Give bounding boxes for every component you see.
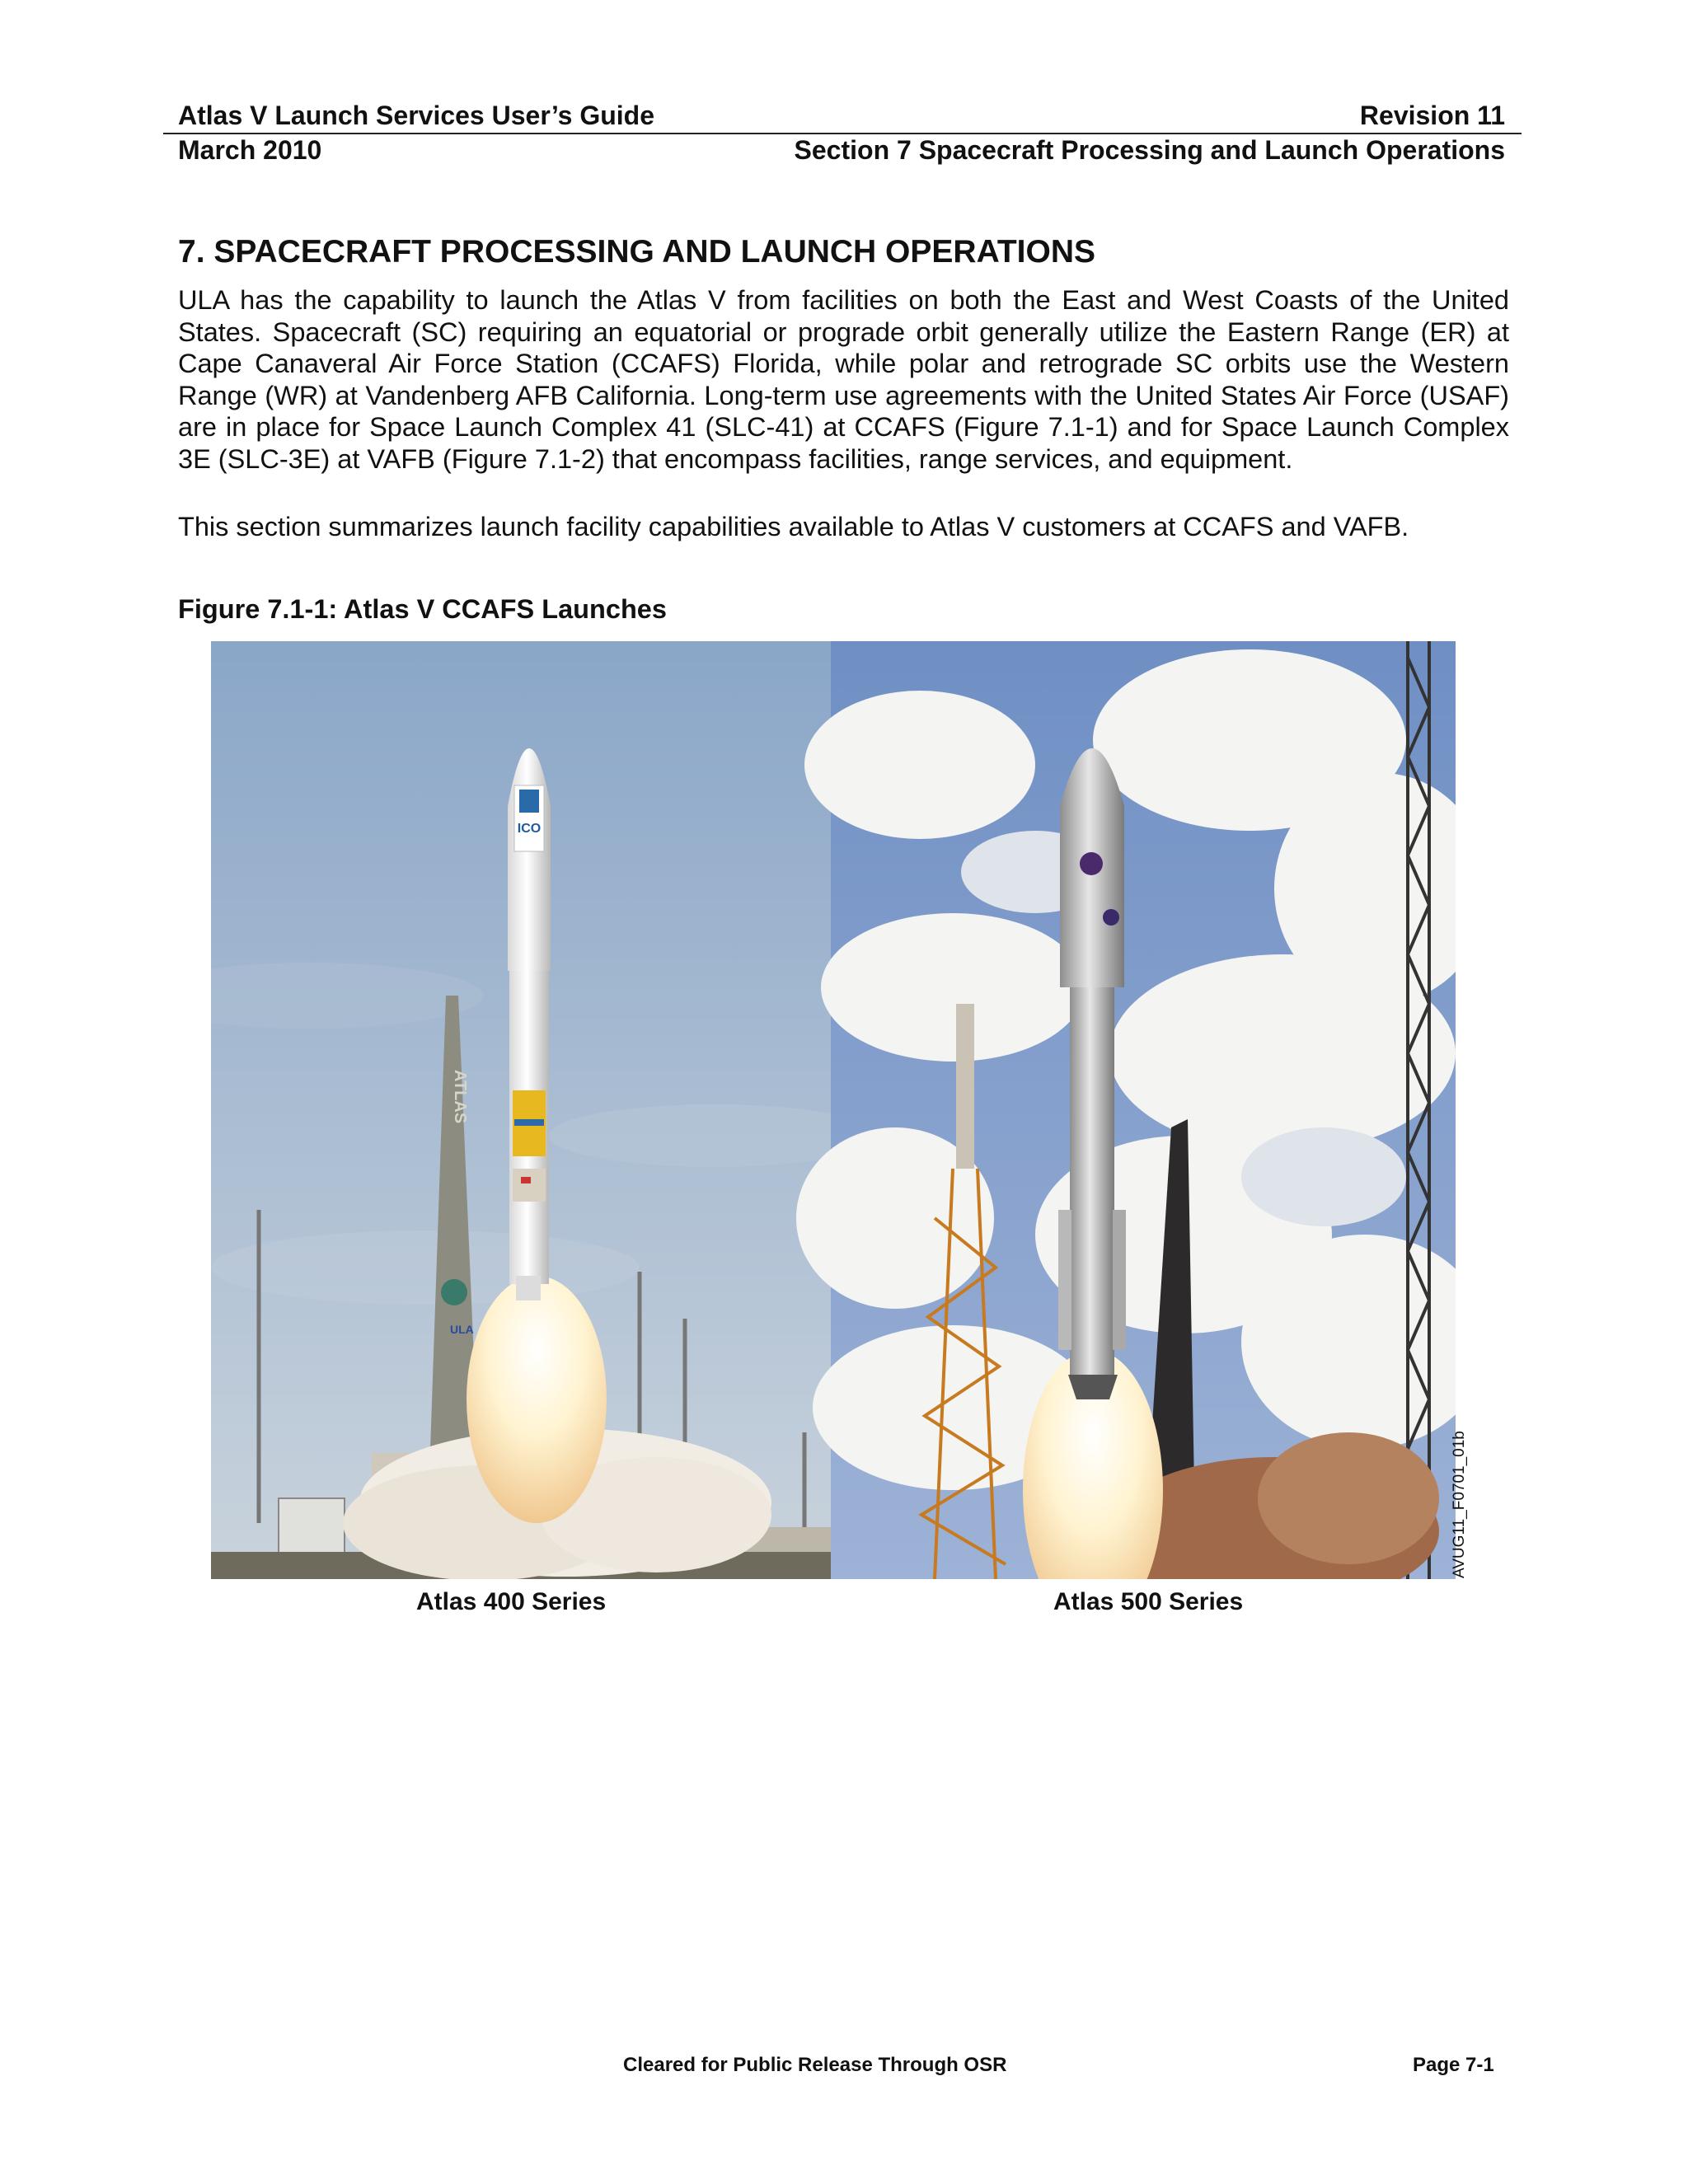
- launch-photos: [211, 641, 1456, 1579]
- summary-paragraph: This section summarizes launch facility capabilities available to Atlas V customers at CCAFS and VAFB.: [178, 512, 1409, 541]
- doc-date: March 2010: [178, 135, 322, 165]
- section-name: Section 7 Spacecraft Processing and Launch Operations: [794, 135, 1505, 165]
- release-notice: Cleared for Public Release Through OSR: [623, 2054, 1007, 2076]
- atlas-500-label: Atlas 500 Series: [1053, 1588, 1244, 1615]
- atlas-400-photo: [211, 641, 879, 1579]
- figure-caption: Figure 7.1-1: Atlas V CCAFS Launches: [178, 594, 667, 624]
- section-title: 7. SPACECRAFT PROCESSING AND LAUNCH OPERATIONS: [178, 234, 1096, 269]
- atlas-500-photo: [796, 641, 1456, 1579]
- ula-tower-text: ULA: [450, 1323, 474, 1336]
- mission-logo-1: [1080, 852, 1103, 875]
- intro-paragraph: ULA has the capability to launch the Atlas V from facilities on both the East and West Coasts of the United States. Spacecraft (SC) requiring an equatorial or prograde orbit generally utilize the Eastern Range (ER) at Cape Canaveral Air Force Station (CCAFS) Florida, while polar and retrograde SC orbits use the Western Range (WR) at Vandenberg AFB California. Long-term use agreements with the United States Air Force (USAF) are in place for Space Launch Complex 41 (SLC-41) at CCAFS (Figure 7.1-1) and for Space Launch Complex 3E (SLC-3E) at VAFB (Figure 7.1-2) that encompass facilities, range services, and equipment.: [178, 285, 1509, 474]
- atlas-400-label: Atlas 400 Series: [416, 1588, 607, 1615]
- doc-title: Atlas V Launch Services User’s Guide: [178, 101, 655, 130]
- photo-id-label: AVUG11_F0701_01b: [1451, 1431, 1468, 1578]
- atlas-400-rocket: [508, 748, 551, 1301]
- header-rule: [163, 133, 1522, 134]
- ico-logo: ICO: [517, 822, 542, 836]
- revision: Revision 11: [1359, 101, 1505, 130]
- tower-emblem: [441, 1279, 467, 1305]
- mission-logo-2: [1103, 909, 1119, 926]
- page-number: Page 7-1: [1413, 2054, 1494, 2076]
- atlas-tower-text: ATLAS: [451, 1070, 469, 1124]
